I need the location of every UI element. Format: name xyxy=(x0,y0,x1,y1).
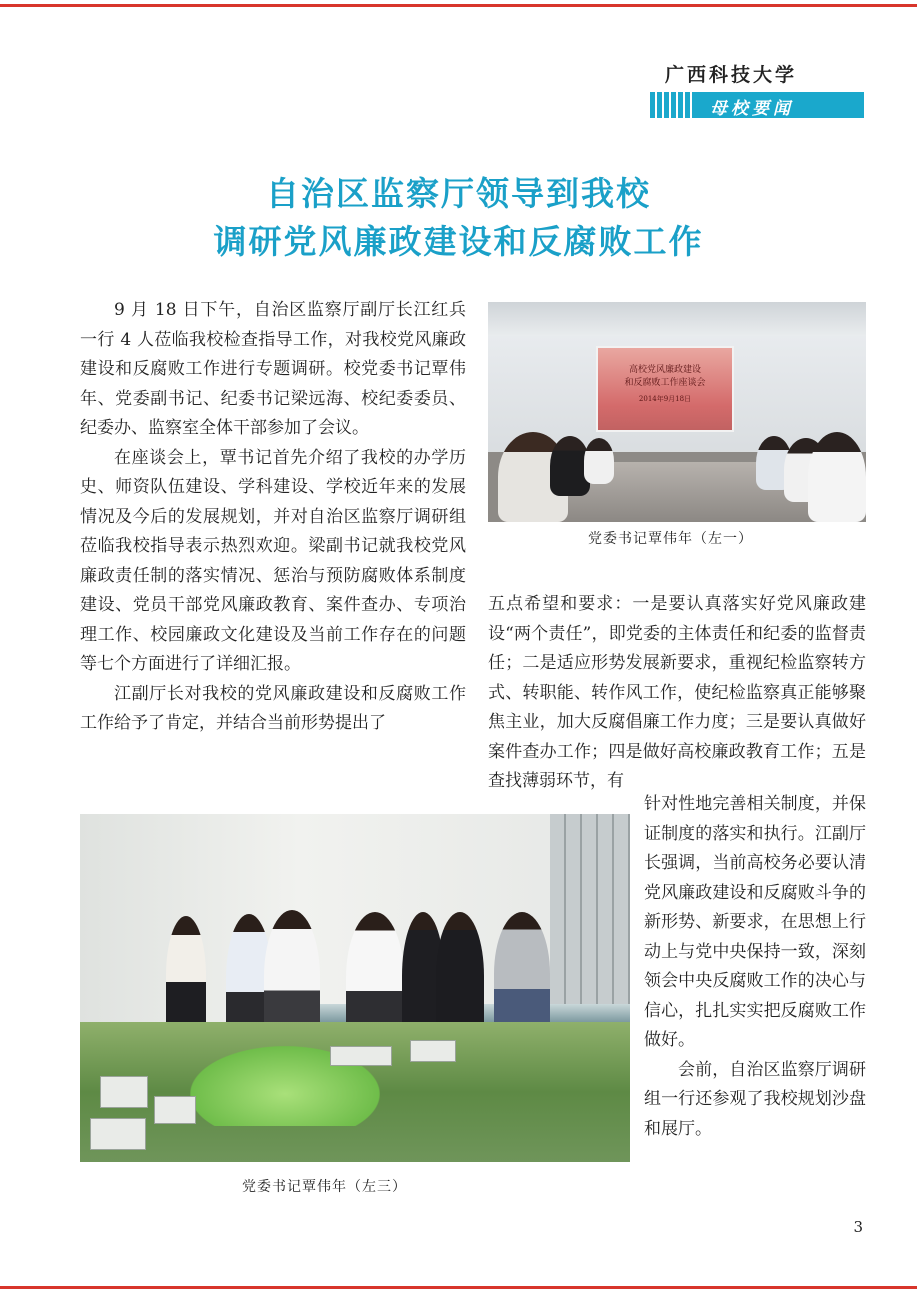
model-building xyxy=(330,1046,392,1066)
model-building xyxy=(410,1040,456,1062)
left-column xyxy=(80,296,466,739)
narrow-paragraph-2: 会前，自治区监察厅调研组一行还参观了我校规划沙盘和展厅。 xyxy=(644,1059,866,1139)
attendee xyxy=(808,432,866,522)
bottom-rule xyxy=(0,1286,917,1289)
projector-screen xyxy=(596,346,734,432)
paragraph-2: 在座谈会上，覃书记首先介绍了我校的办学历史、师资队伍建设、学科建设、学校近年来的发展情况及今后的发展规划，并对自治区监察厅调研组莅临我校指导表示热烈欢迎。梁副书记就我校党风廉政责任制的落实情况、惩治与预防腐败体系制度建设、党员干部党风廉政教育、案件查办、专项治理工作、校园廉政文化建设及当前工作存在的问题等七个方面进行了详细汇报。 xyxy=(80,447,466,674)
ceiling xyxy=(488,302,866,336)
meeting-photo-caption: 党委书记覃伟年（左一） xyxy=(588,531,753,547)
narrow-column xyxy=(644,790,866,1144)
screen-title-2: 和反腐败工作座谈会 xyxy=(624,378,706,388)
model-building xyxy=(100,1076,148,1108)
visitor xyxy=(436,912,484,1040)
section-label: 母校要闻 xyxy=(710,99,794,119)
model-photo-caption: 党委书记覃伟年（左三） xyxy=(242,1179,407,1195)
article-title-line1: 自治区监察厅领导到我校 xyxy=(266,174,651,213)
attendee xyxy=(584,438,614,484)
section-banner xyxy=(648,92,864,118)
screen-title-1: 高校党风廉政建设 xyxy=(628,365,701,375)
right-column-text: 五点希望和要求：一是要认真落实好党风廉政建设“两个责任”，即党委的主体责任和纪委的监督责任；二是适应形势发展新要求，重视纪检监察转方式、转职能、转作风工作，使纪检监察真正能够聚焦主业，加大反腐倡廉工作力度；三是要认真做好案件查办工作；四是做好高校廉政教育工作；五是查找薄弱环节，有 xyxy=(488,594,866,791)
paragraph-1: 9 月 18 日下午，自治区监察厅副厅长江红兵一行 4 人莅临我校检查指导工作，对我校党风廉政建设和反腐败工作进行专题调研。校党委书记覃伟年、党委副书记、纪委书记梁远海、校纪委委员、纪委办、监察室全体干部参加了会议。 xyxy=(80,300,466,438)
article-title-line2: 调研党风廉政建设和反腐败工作 xyxy=(213,222,704,261)
paragraph-3: 江副厅长对我校的党风廉政建设和反腐败工作工作给予了肯定，并结合当前形势提出了 xyxy=(80,683,466,733)
meeting-photo xyxy=(488,302,866,522)
model-building xyxy=(90,1118,146,1150)
model-building xyxy=(154,1096,196,1124)
visitor xyxy=(494,912,550,1036)
page-number: 3 xyxy=(853,1218,863,1236)
top-rule xyxy=(0,4,917,7)
banner-stripes-icon xyxy=(648,92,692,118)
narrow-paragraph-1: 针对性地完善相关制度，并保证制度的落实和执行。江副厅长强调，当前高校务必要认清党风廉政建设和反腐败斗争的新形势、新要求，在思想上行动上与党中央保持一致，深刻领会中央反腐败工作的决心与信心，扎扎实实把反腐败工作做好。 xyxy=(644,794,866,1050)
screen-date: 2014年9月18日 xyxy=(638,395,692,403)
model-photo xyxy=(80,814,630,1162)
school-name: 广西科技大学 xyxy=(664,64,797,86)
hall-window xyxy=(550,814,630,1034)
guide xyxy=(166,916,206,1036)
